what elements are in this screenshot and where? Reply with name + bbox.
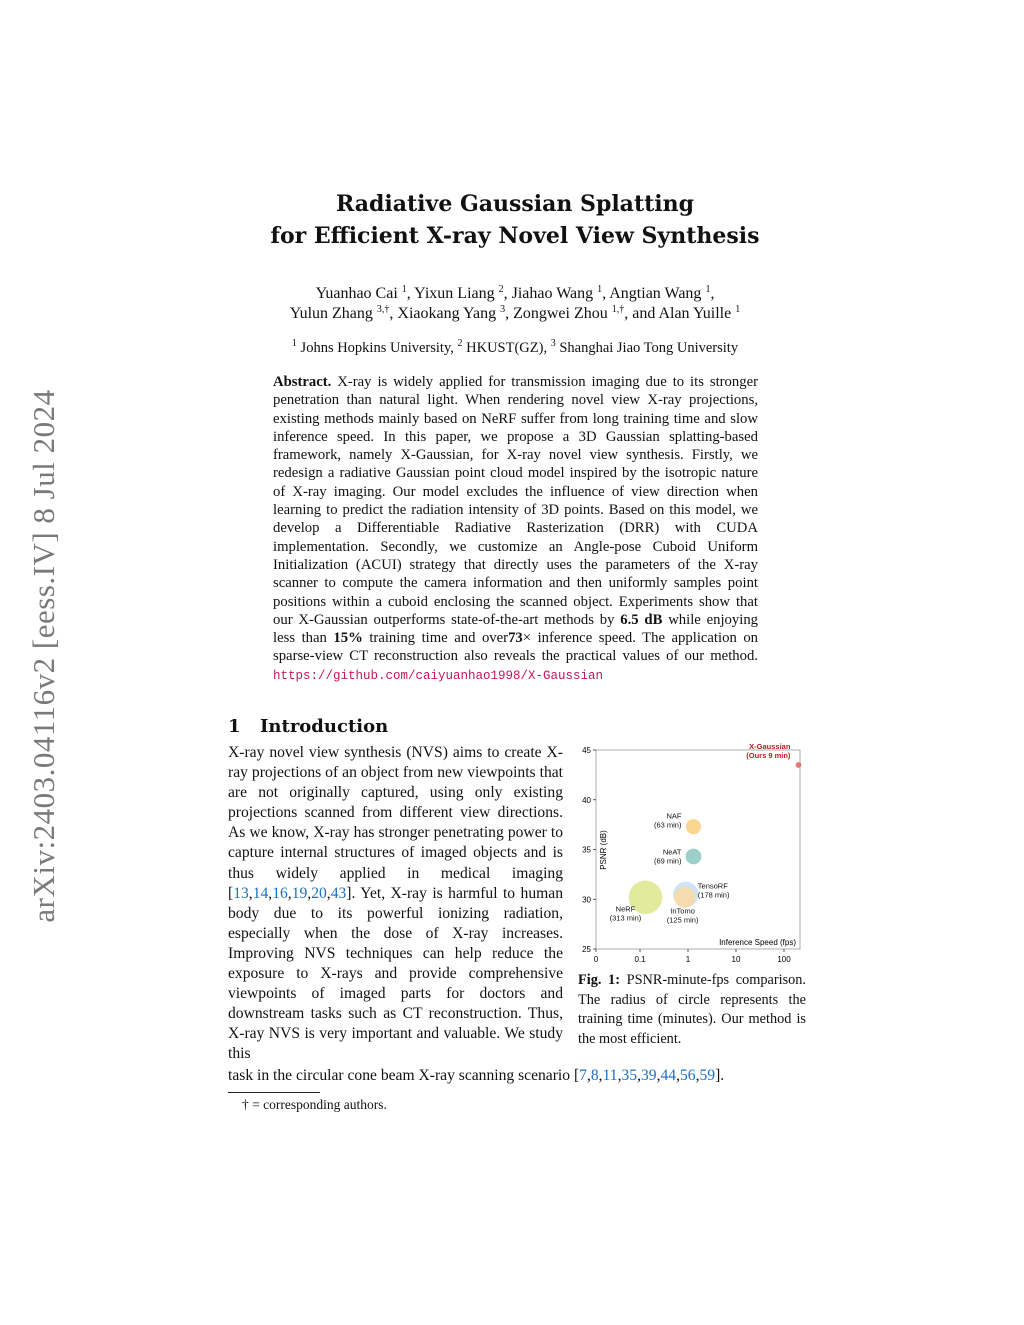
affiliation-mark: 3 xyxy=(550,338,556,349)
affiliation-name: HKUST(GZ), xyxy=(462,340,551,356)
caption-text: PSNR-minute-fps comparison. The radius of circle represents the training time (minutes). Our method is the most efficient. xyxy=(578,972,806,1047)
affiliation-mark: 2 xyxy=(457,338,463,349)
citation-link[interactable]: 43 xyxy=(330,884,347,902)
bubble-label: InTomo xyxy=(670,906,695,916)
x-tick-label: 10 xyxy=(731,955,741,964)
author-name: Xiaokang Yang xyxy=(397,305,501,322)
bubble-label-time: (178 min) xyxy=(697,890,730,900)
paper-title xyxy=(200,188,830,252)
bubble-label: NeRF xyxy=(615,904,636,914)
bubble-neat xyxy=(686,849,702,865)
citation-link[interactable]: 7 xyxy=(579,1067,587,1084)
citation-link[interactable]: 56 xyxy=(679,1067,696,1084)
author-name: Alan Yuille xyxy=(658,305,736,322)
affiliations xyxy=(210,340,820,357)
bubble-label: NeAT xyxy=(662,847,682,857)
psnr-fps-chart xyxy=(570,740,810,970)
bubble-label: NAF xyxy=(666,811,682,821)
intro-last-line xyxy=(228,1066,808,1086)
footnote-rule xyxy=(228,1092,320,1093)
citation-link[interactable]: 59 xyxy=(699,1067,716,1084)
author-name: Yulun Zhang xyxy=(289,305,377,322)
author-affiliation-mark: 3 xyxy=(500,304,506,315)
authors-line-2: Yulun Zhang $^{3,\dagger}$, Xiaokang Yang $^3$, Zongwei Zhou $^{1,\dagger}$, and Alan Yuille $^1$ xyxy=(289,304,741,322)
citation-link[interactable]: 39 xyxy=(640,1067,657,1084)
arxiv-sidebar xyxy=(22,372,66,940)
citation-link[interactable]: 11 xyxy=(602,1067,618,1084)
authors-line-1: Yuanhao Cai $^1$, Yixun Liang $^2$, Jiahao Wang $^1$, Angtian Wang $^1$, xyxy=(315,284,715,302)
citation-link[interactable]: 35 xyxy=(621,1067,638,1084)
abstract-text-4: × inference speed. The application on sparse-view CT reconstruction also reveals the practical values of our method. xyxy=(273,630,759,665)
title-line-1: Radiative Gaussian Splatting xyxy=(335,191,694,217)
author-list xyxy=(210,284,820,324)
citation-link[interactable]: 44 xyxy=(660,1067,677,1084)
y-tick-label: 35 xyxy=(582,845,591,855)
intro-text-1: X-ray novel view synthesis (NVS) aims to create X-ray projections of an object from new viewpoints that are not originally captured, using only existing projections scanned from different view directions. As we know, X-ray has stronger penetrating power to capture internal structures of imaged objects and is thus widely applied in medical imaging [ xyxy=(228,744,563,902)
abstract-text-3: training time and over xyxy=(369,630,509,647)
figure-caption xyxy=(578,971,806,1049)
x-tick-label: 100 xyxy=(777,955,791,964)
author-affiliation-mark: 1 xyxy=(705,284,711,295)
bubble-label-time: (125 min) xyxy=(666,915,699,925)
affiliation-name: Johns Hopkins University, xyxy=(296,340,458,356)
bubble-label: X-Gaussian xyxy=(749,741,791,751)
intro-paragraph xyxy=(228,743,563,1065)
y-tick-label: 30 xyxy=(582,895,591,905)
intro-last-end: ]. xyxy=(715,1067,725,1084)
abstract-label: Abstract. xyxy=(273,374,332,390)
author-name: Yuanhao Cai xyxy=(315,285,402,302)
citation-link[interactable]: 14 xyxy=(252,884,269,902)
section-heading xyxy=(228,716,388,737)
intro-text-2: ]. Yet, X-ray is harmful to human body due to its powerful ionizing radiation, especially when the dose of X-ray increases. Improving NVS techniques can help reduce the exposure to X-rays and provide comprehensive viewpoints of imaged parts for doctors and downstream tasks such as CT reconstruction. Thus, X-ray NVS is very important and valuable. We study this xyxy=(228,884,563,1063)
x-tick-label: 1 xyxy=(685,955,691,964)
abstract-bold-psnr: 6.5 dB xyxy=(620,611,663,628)
citation-link[interactable]: 20 xyxy=(311,884,327,902)
section-title: Introduction xyxy=(260,716,389,737)
bubble-naf xyxy=(686,819,701,834)
bubble-label-time: (69 min) xyxy=(653,856,682,866)
title-line-2: for Efficient X-ray Novel View Synthesis xyxy=(270,223,760,249)
y-axis-label: PSNR (dB) xyxy=(599,830,608,870)
author-name: Yixun Liang xyxy=(414,285,499,302)
abstract xyxy=(273,373,758,685)
bubble-label: TensoRF xyxy=(697,881,728,891)
intro-last-text: task in the circular cone beam X-ray scanning scenario [ xyxy=(228,1067,580,1084)
author-name: Jiahao Wang xyxy=(511,285,598,302)
y-tick-label: 45 xyxy=(582,746,591,755)
x-tick-label: 0 xyxy=(593,955,599,964)
author-affiliation-mark: 3,† xyxy=(376,304,390,315)
y-tick-label: 40 xyxy=(582,795,591,805)
abstract-text-1: X-ray is widely applied for transmission imaging due to its stronger penetration than natural light. When rendering novel view X-ray projections, existing methods mainly based on NeRF suffer from long training time and slow inference speed. In this paper, we propose a 3D Gaussian splatting-based framework, namely X-Gaussian, for X-ray novel view synthesis. Firstly, we redesign a radiative Gaussian point cloud model inspired by the isotropic nature of X-ray imaging. Our model excludes the influence of view direction when learning to predict the radiation intensity of 3D points. Based on this model, we develop a Differentiable Radiative Rasterization (DRR) with CUDA implementation. Secondly, we customize an Angle-pose Cuboid Uniform Initialization (ACUI) strategy that directly uses the parameters of the X-ray scanner to compute the camera information and then uniformly samples point positions within a cuboid enclosing the scanned object. Experiments show that our X-Gaussian outperforms state-of-the-art methods by xyxy=(273,374,758,628)
bubble-label-time: (Ours 9 min) xyxy=(746,750,791,760)
figure-1 xyxy=(570,740,810,970)
author-affiliation-mark: 2 xyxy=(498,284,504,295)
citation-link[interactable]: 16 xyxy=(272,884,288,902)
author-name: Angtian Wang xyxy=(609,285,706,302)
arxiv-identifier: arXiv:2403.04116v2 [eess.IV] 8 Jul 2024 xyxy=(26,389,61,923)
github-link[interactable]: https://github.com/caiyuanhao1998/X-Gaussian xyxy=(273,668,604,683)
affiliation-mark: 1 xyxy=(291,338,297,349)
abstract-bold-time: 15% xyxy=(333,630,363,647)
author-affiliation-mark: 1 xyxy=(597,284,603,295)
bubble-label-time: (63 min) xyxy=(653,820,682,830)
x-tick-label: 0.1 xyxy=(634,955,646,964)
author-name: Zongwei Zhou xyxy=(513,305,612,322)
author-affiliation-mark: 1 xyxy=(401,284,407,295)
section-number: 1 xyxy=(228,716,241,737)
author-affiliation-mark: 1 xyxy=(735,304,741,315)
citation-group-2: 7,8,11,35,39,44,56,59 xyxy=(579,1067,716,1084)
abstract-text-2: while enjoying less than xyxy=(273,611,759,647)
bubble-x-gaussian xyxy=(796,762,802,768)
abstract-bold-speed: 73 xyxy=(508,630,523,647)
author-affiliation-mark: 1,† xyxy=(611,304,625,315)
citation-group-1: 13,14,16,19,20,43 xyxy=(233,884,347,902)
citation-link[interactable]: 19 xyxy=(291,884,308,902)
citation-link[interactable]: 13 xyxy=(233,884,249,902)
bubble-intomo xyxy=(674,887,695,908)
footnote: † = corresponding authors. xyxy=(242,1097,387,1112)
caption-label: Fig. 1: xyxy=(578,972,620,988)
x-axis-label: Inference Speed (fps) xyxy=(719,938,796,947)
bubble-label-time: (313 min) xyxy=(609,913,642,923)
affiliation-name: Shanghai Jiao Tong University xyxy=(555,340,739,356)
y-tick-label: 25 xyxy=(582,945,591,954)
citation-link[interactable]: 8 xyxy=(590,1067,599,1084)
